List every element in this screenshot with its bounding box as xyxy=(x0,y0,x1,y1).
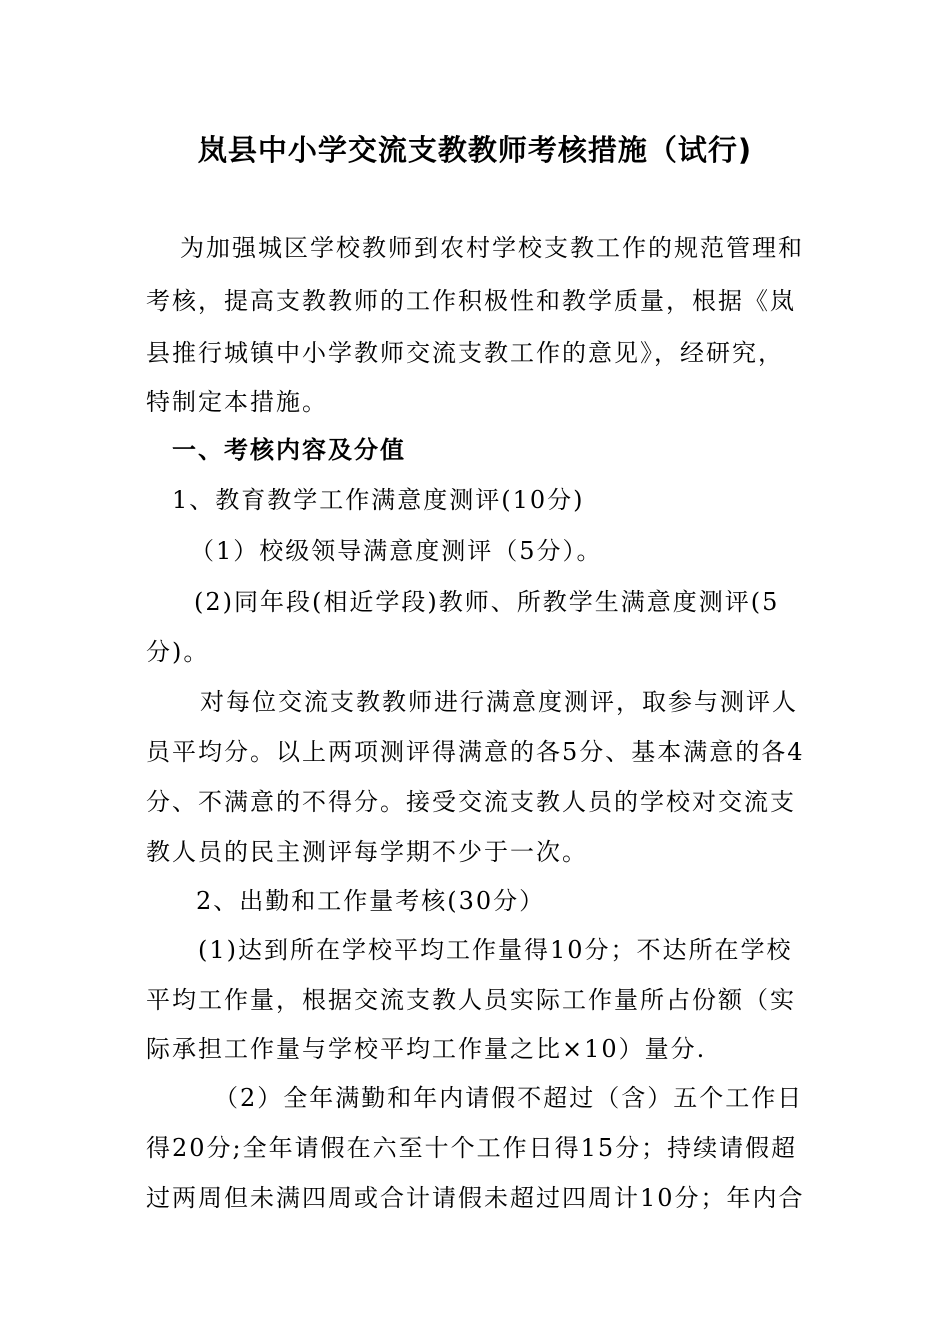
item-1-1: （1）校级领导满意度测评（5分）。 xyxy=(190,537,603,565)
item-1-2-line-1: (2)同年段(相近学段)教师、所教学生满意度测评(5 xyxy=(194,588,780,616)
paragraph-intro-line-4: 特制定本措施。 xyxy=(146,388,328,416)
paragraph-evaluation-line-3: 分、不满意的不得分。接受交流支教人员的学校对交流支 xyxy=(146,788,796,816)
paragraph-intro-line-2: 考核，提高支教教师的工作积极性和教学质量，根据《岚 xyxy=(146,287,796,315)
paragraph-evaluation-line-2: 员平均分。以上两项测评得满意的各5分、基本满意的各4 xyxy=(146,738,805,766)
item-2-1-line-1: (1)达到所在学校平均工作量得10分；不达所在学校 xyxy=(198,936,793,964)
paragraph-evaluation-line-1: 对每位交流支教教师进行满意度测评，取参与测评人 xyxy=(200,688,798,716)
section-heading-1: 一、考核内容及分值 xyxy=(172,436,406,464)
item-2-1-line-2: 平均工作量，根据交流支教人员实际工作量所占份额（实 xyxy=(146,986,796,1014)
item-2-2-line-1: （2）全年满勤和年内请假不超过（含）五个工作日 xyxy=(214,1084,804,1112)
paragraph-intro-line-1: 为加强城区学校教师到农村学校支教工作的规范管理和 xyxy=(180,234,804,262)
subsection-heading-1: 1、教育教学工作满意度测评(10分) xyxy=(172,486,585,514)
item-2-2-line-2: 得20分;全年请假在六至十个工作日得15分；持续请假超 xyxy=(146,1134,798,1162)
item-2-2-line-3: 过两周但未满四周或合计请假未超过四周计10分；年内合 xyxy=(146,1184,805,1212)
paragraph-evaluation-line-4: 教人员的民主测评每学期不少于一次。 xyxy=(146,838,588,866)
paragraph-intro-line-3: 县推行城镇中小学教师交流支教工作的意见》，经研究， xyxy=(146,339,784,367)
item-2-1-line-3: 际承担工作量与学校平均工作量之比×10）量分. xyxy=(146,1035,707,1063)
subsection-heading-2: 2、出勤和工作量考核(30分） xyxy=(196,887,546,915)
document-title: 岚县中小学交流支教教师考核措施（试行) xyxy=(197,133,753,167)
item-1-2-line-2: 分)。 xyxy=(146,638,210,666)
